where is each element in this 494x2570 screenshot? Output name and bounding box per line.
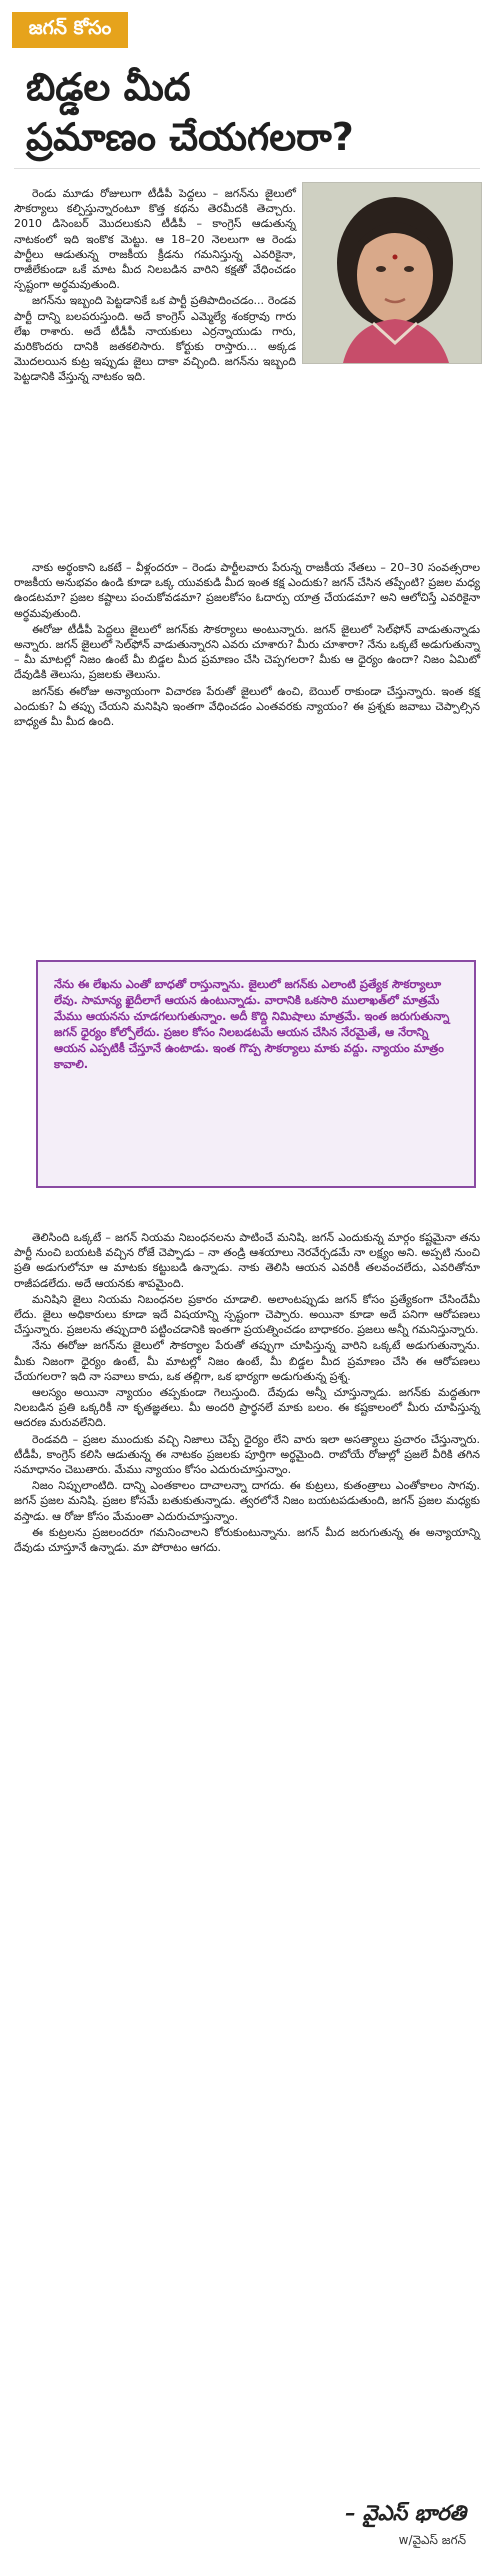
pull-quote-text: నేను ఈ లేఖను ఎంతో బాధతో రాస్తున్నాను. జైలులో జగన్‌కు ఎలాంటి ప్రత్యేక సౌకర్యాలూ లేవు. సామాన్య ఖైదీలాగే ఆయన ఉంటున్నాడు. వారానికి ఒకసారి ములాఖత్‌లో మాత్రమే మేము ఆయనను చూడగలుగుతున్నాం. అదీ కొద్ది నిమిషాలు మాత్రమే. ఇంత జరుగుతున్నా జగన్ ధైర్యం కోల్పోలేదు. ప్రజల కోసం నిలబడటమే ఆయన చేసిన నేరమైతే, ఆ నేరాన్ని ఆయన ఎప్పటికీ చేస్తూనే ఉంటాడు. ఇంత గొప్ప సౌకర్యాలు మాకు వద్దు. న్యాయం మాత్రం కావాలి. xyxy=(54,977,450,1071)
section-tag: జగన్ కోసం xyxy=(12,12,128,48)
paragraph: నేను ఈరోజు జగన్‌ను జైలులో సౌకర్యాల పేరుతో తప్పుగా చూపిస్తున్న వారిని ఒక్కటే అడుగుతున్నాను. మీకు నిజంగా ధైర్యం ఉంటే, మీ మాటల్లో నిజం ఉంటే, మీ బిడ్డల మీద ప్రమాణం చేసి ఈ ఆరోపణలు చేయగలరా? ఇది నా సవాలు కాదు, ఒక తల్లిగా, ఒక భార్యగా అడుగుతున్న ప్రశ్న. xyxy=(14,1339,480,1383)
paragraph: జగన్‌కు ఈరోజు అన్యాయంగా విచారణ పేరుతో జైలులో ఉంచి, బెయిల్ రాకుండా చేస్తున్నారు. ఇంత కక్ష ఎందుకు? ఏ తప్పు చేయని మనిషిని ఇంతగా వేధించడం ఎంతవరకు న్యాయం? ఈ ప్రశ్నకు జవాబు చెప్పాల్సిన బాధ్యత మీ మీద ఉంది. xyxy=(14,684,480,729)
title-divider xyxy=(14,168,480,169)
paragraph: రెండు మూడు రోజులుగా టీడీపీ పెద్దలు – జగన్‌ను జైలులో సౌకర్యాలు కల్పిస్తున్నారంటూ కొత్త కథను తెరమీదకి తెచ్చారు. 2010 డిసెంబర్ మొదలుకుని టీడీపీ – కాంగ్రెస్ ఆడుతున్న నాటకంలో ఇది ఇంకొక మెట్టు. ఆ 18–20 నెలలుగా ఆ రెండు పార్టీలు ఆడుతున్న రాజకీయ క్రీడను గమనిస్తున్న ఎవరికైనా, రాజీలేకుండా ఒకే మాట మీద నిలబడిన వారిని కక్షతో వేధించడం స్పష్టంగా అర్థమవుతుంది. xyxy=(14,187,296,292)
paragraph: జగన్‌ను ఇబ్బంది పెట్టడానికే ఒక పార్టీ ప్రతిపాదించడం... రెండవ పార్టీ దాన్ని బలపరుస్తుంది. అదే కాంగ్రెస్ ఎమ్మెల్యే శంకర్రావు గారు లేఖ రాశారు. అదే టీడీపీ నాయకులు ఎర్రన్నాయుడు గారు, మరికొందరు దానికి జతకలిసారు. కోర్టుకు రాస్తారు... అక్కడ మొదలయిన కుట్ర ఇప్పుడు జైలు దాకా వచ్చింది. జగన్‌ను ఇబ్బంది పెట్టడానికి వేస్తున్న నాటకం ఇది. xyxy=(14,294,296,384)
intro-text xyxy=(14,186,296,386)
paragraph: ఈరోజు టీడీపీ పెద్దలు జైలులో జగన్‌కు సౌకర్యాలు అంటున్నారు. జగన్ జైలులో సెల్‌ఫోన్ వాడుతున్నాడు అన్నారు. జగన్ జైలులో సెల్‌ఫోన్ వాడుతున్నారని ఎవరు చూశారు? మీరు చూశారా? నేను ఒక్కటే అడుగుతున్నా – మీ మాటల్లో నిజం ఉంటే మీ బిడ్డల మీద ప్రమాణం చేసి చెప్పగలరా? మీకు ఆ ధైర్యం ఉందా? నిజం ఏమిటో దేవుడికి తెలుసు, ప్రజలకు తెలుసు. xyxy=(14,622,480,682)
paragraph: నాకు అర్థంకాని ఒకటే – వీళ్లందరూ – రెండు పార్టీలవారు పేరున్న రాజకీయ నేతలు – 20–30 సంవత్సరాల రాజకీయ అనుభవం ఉండి కూడా ఒక్క యువకుడి మీద ఇంత కక్ష ఎందుకు? జగన్ చేసిన తప్పేంటి? ప్రజల మధ్య ఉండటమా? ప్రజల కష్టాలు పంచుకోవడమా? ప్రజలకోసం ఓదార్పు యాత్ర చేయడమా? అని ఆలోచిస్తే ఎవరికైనా అర్థమవుతుంది. xyxy=(14,561,480,620)
paragraph: ఈ కుట్రలను ప్రజలందరూ గమనించాలని కోరుకుంటున్నాను. జగన్ మీద జరుగుతున్న ఈ అన్యాయాన్ని దేవుడు చూస్తూనే ఉన్నాడు. మా పోరాటం ఆగదు. xyxy=(14,1525,480,1555)
signature-role: w/వైఎస్ జగన్ xyxy=(398,2533,466,2547)
body-section-2 xyxy=(14,1230,480,1556)
title-line-2: ప్రమాణం చేయగలరా? xyxy=(26,115,354,159)
title-line-1: బిడ్డల మీద xyxy=(26,65,191,109)
portrait-image xyxy=(303,183,481,363)
article-title xyxy=(26,62,354,162)
signature-name: – వైఎస్ భారతి xyxy=(344,2500,466,2525)
paragraph: నిజం నిప్పులాంటిది. దాన్ని ఎంతకాలం దాచాలన్నా దాగదు. ఈ కుట్రలు, కుతంత్రాలు ఎంతోకాలం సాగవు. జగన్ ప్రజల మనిషి. ప్రజల కోసమే బతుకుతున్నాడు. త్వరలోనే నిజం బయటపడుతుంది, జగన్ ప్రజల మధ్యకు వస్తాడు. ఆ రోజు కోసం మేమంతా ఎదురుచూస్తున్నాం. xyxy=(14,1479,480,1523)
paragraph: రెండవది – ప్రజల ముందుకు వచ్చి నిజాలు చెప్పే ధైర్యం లేని వారు ఇలా అసత్యాలు ప్రచారం చేస్తున్నారు. టీడీపీ, కాంగ్రెస్ కలిసి ఆడుతున్న ఈ నాటకం ప్రజలకు పూర్తిగా అర్థమైంది. రాబోయే రోజుల్లో ప్రజలే వీరికి తగిన సమాధానం చెబుతారు. మేము న్యాయం కోసం ఎదురుచూస్తున్నాం. xyxy=(14,1432,480,1477)
paragraph: మనిషిని జైలు నియమ నిబంధనల ప్రకారం చూడాలి. అలాంటప్పుడు జగన్ కోసం ప్రత్యేకంగా చేసిందేమీ లేదు. జైలు అధికారులు కూడా ఇదే విషయాన్ని స్పష్టంగా చెప్పారు. అయినా కూడా అదే పనిగా ఆరోపణలు చేస్తున్నారు. ప్రజలను తప్పుదారి పట్టించడానికి ఇంతగా ప్రయత్నించడం బాధాకరం. ప్రజలు అన్నీ గమనిస్తున్నారు. xyxy=(14,1292,480,1337)
pull-quote-box xyxy=(36,960,476,1188)
author-portrait xyxy=(302,182,482,364)
paragraph: ఆలస్యం అయినా న్యాయం తప్పకుండా గెలుస్తుంది. దేవుడు అన్నీ చూస్తున్నాడు. జగన్‌కు మద్దతుగా నిలబడిన ప్రతి ఒక్కరికీ నా కృతజ్ఞతలు. మీ అందరి ప్రార్థనలే మాకు బలం. ఈ కష్టకాలంలో మీరు చూపిస్తున్న ఆదరణ మరువలేనిది. xyxy=(14,1386,480,1430)
signature-block xyxy=(345,2500,466,2550)
body-section-1 xyxy=(14,560,480,730)
paragraph: తెలిసింది ఒక్కటే – జగన్ నియమ నిబంధనలను పాటించే మనిషి. జగన్ ఎందుకున్న మార్గం కష్టమైనా తను పార్టీ నుంచి బయటకి వచ్చిన రోజే చెప్పాడు – నా తండ్రి ఆశయాలు నెరవేర్చడమే నా లక్ష్యం అని. అప్పటి నుంచి ప్రతి అడుగులోనూ ఆ మాటకు కట్టుబడి ఉన్నాడు. నాకు తెలిసి ఆయన ఎవరికీ తలవంచలేదు, ఎవరితోనూ రాజీపడలేదు. అదే ఆయనకు శాపమైంది. xyxy=(14,1231,480,1290)
